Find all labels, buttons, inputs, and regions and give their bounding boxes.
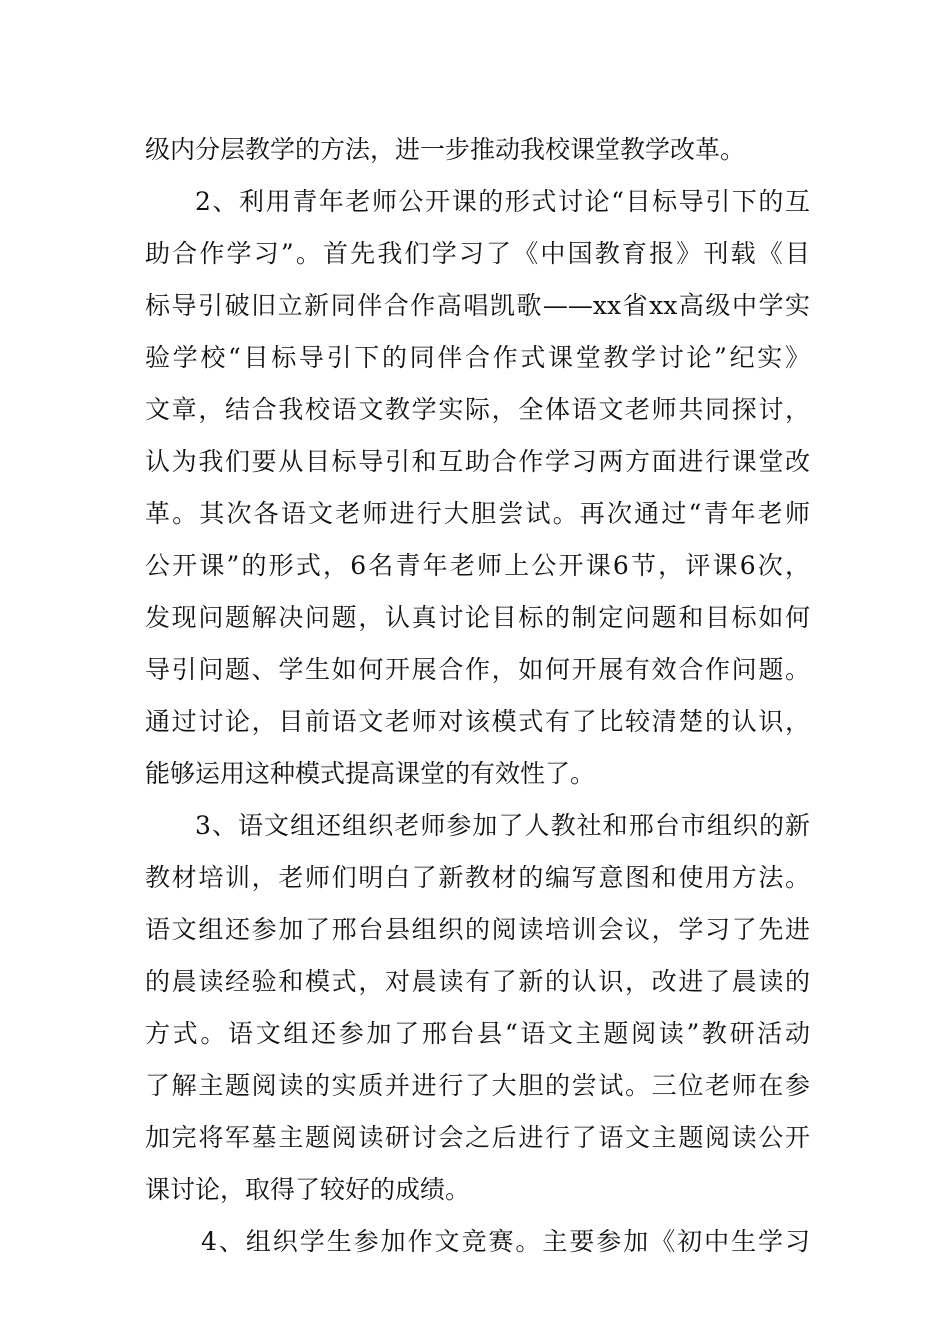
text-line: 的晨读经验和模式，对晨读有了新的认识，改进了晨读的 bbox=[145, 967, 810, 996]
text-line: 文章，结合我校语文教学实际，全体语文老师共同探讨， bbox=[145, 395, 810, 424]
text-line: 导引问题、学生如何开展合作，如何开展有效合作问题。 bbox=[145, 655, 810, 684]
document-body bbox=[145, 124, 810, 1268]
text-line: 3、语文组还组织老师参加了人教社和邢台市组织的新 bbox=[195, 811, 810, 840]
text-line: 语文组还参加了邢台县组织的阅读培训会议，学习了先进 bbox=[145, 915, 810, 944]
text-line: 4、组织学生参加作文竞赛。主要参加《初中生学习 bbox=[201, 1227, 810, 1256]
text-line: 公开课”的形式，6名青年老师上公开课6节，评课6次， bbox=[145, 551, 810, 580]
text-line: 革。其次各语文老师进行大胆尝试。再次通过“青年老师 bbox=[145, 499, 810, 528]
text-line: 级内分层教学的方法，进一步推动我校课堂教学改革。 bbox=[145, 135, 746, 164]
text-line: 认为我们要从目标导引和互助合作学习两方面进行课堂改 bbox=[145, 447, 810, 476]
paragraph-1 bbox=[145, 124, 810, 176]
text-line: 能够运用这种模式提高课堂的有效性了。 bbox=[145, 759, 596, 788]
text-line: 课讨论，取得了较好的成绩。 bbox=[145, 1175, 471, 1204]
text-line: 助合作学习”。首先我们学习了《中国教育报》刊载《目 bbox=[145, 239, 810, 268]
text-line: 教材培训，老师们明白了新教材的编写意图和使用方法。 bbox=[145, 863, 810, 892]
paragraph-3 bbox=[145, 800, 810, 1216]
paragraph-4 bbox=[145, 1216, 810, 1268]
text-line: 了解主题阅读的实质并进行了大胆的尝试。三位老师在参 bbox=[145, 1071, 810, 1100]
text-line: 标导引破旧立新同伴合作高唱凯歌——xx省xx高级中学实 bbox=[145, 291, 810, 320]
text-line: 验学校“目标导引下的同伴合作式课堂教学讨论”纪实》 bbox=[145, 343, 810, 372]
text-line: 通过讨论，目前语文老师对该模式有了比较清楚的认识， bbox=[145, 707, 810, 736]
text-line: 发现问题解决问题，认真讨论目标的制定问题和目标如何 bbox=[145, 603, 810, 632]
text-line: 加完将军墓主题阅读研讨会之后进行了语文主题阅读公开 bbox=[145, 1123, 810, 1152]
text-line: 方式。语文组还参加了邢台县“语文主题阅读”教研活动 bbox=[145, 1019, 810, 1048]
text-line: 2、利用青年老师公开课的形式讨论“目标导引下的互 bbox=[195, 187, 810, 216]
paragraph-2 bbox=[145, 176, 810, 800]
